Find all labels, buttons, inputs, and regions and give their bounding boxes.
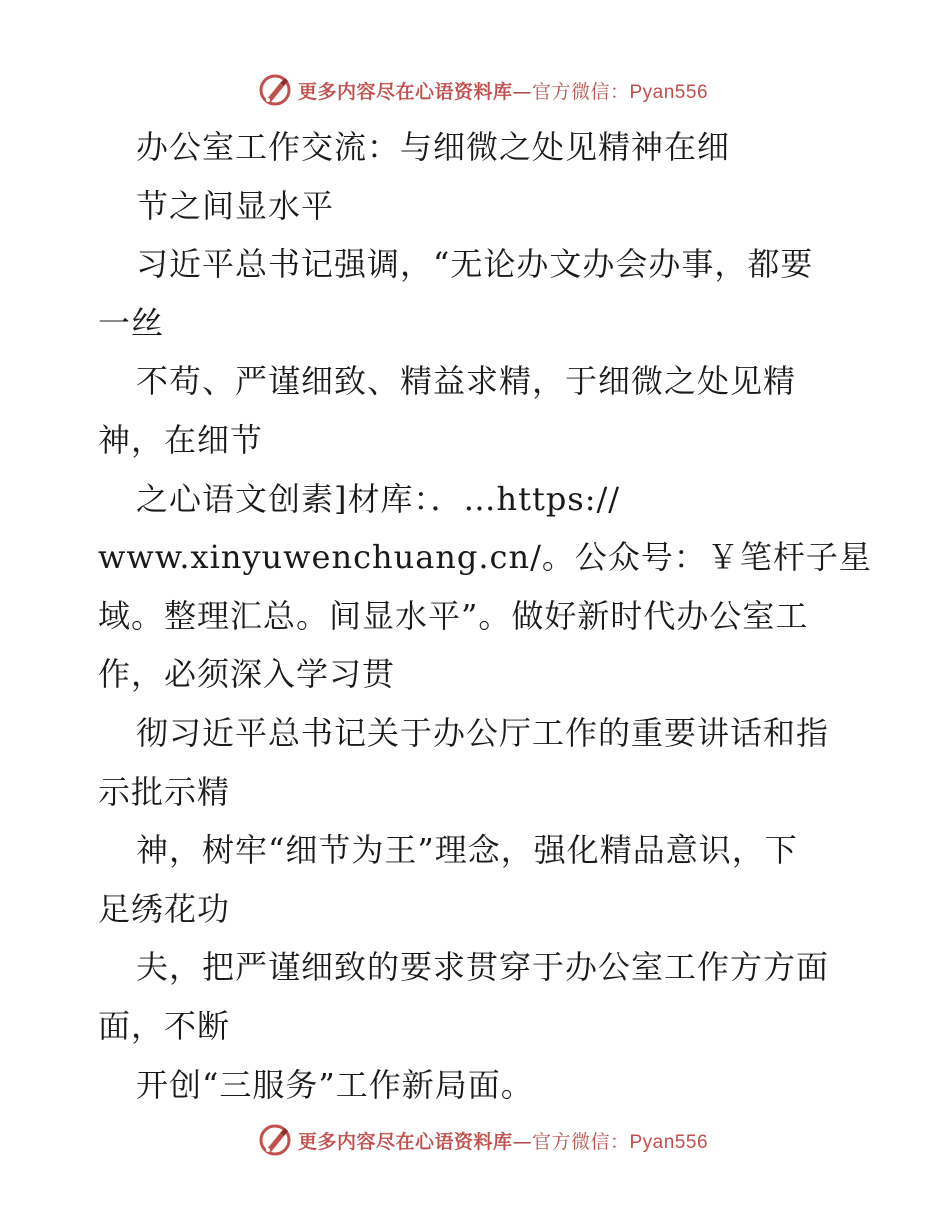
document-line: 神，树牢“细节为王”理念，强化精品意识，下 — [136, 831, 798, 870]
document-line: 夫，把严谨细致的要求贯穿于办公室工作方方面 — [136, 948, 830, 987]
header-banner-inner — [258, 73, 708, 107]
pen-logo-icon — [258, 1123, 292, 1157]
header-brand: 更多内容尽在心语资料库 — [297, 80, 513, 103]
document-line: 开创“三服务”工作新局面。 — [136, 1065, 534, 1104]
document-body — [98, 118, 872, 1114]
footer-banner — [0, 1120, 950, 1160]
footer-banner-text — [298, 1127, 708, 1154]
footer-brand: 更多内容尽在心语资料库 — [297, 1130, 513, 1153]
document-line: www.xinyuwenchuang.cn/。公众号：￥笔杆子星 — [98, 538, 872, 577]
document-line: 彻习近平总书记关于办公厅工作的重要讲话和指 — [136, 713, 830, 752]
header-banner-text — [298, 77, 708, 104]
document-line: 作，必须深入学习贯 — [98, 655, 396, 694]
footer-official-label: 官方微信： — [531, 1130, 630, 1153]
footer-wechat-id: Pyan556 — [629, 1131, 709, 1153]
pen-logo-icon — [258, 73, 292, 107]
document-line: 足绣花功 — [98, 889, 231, 928]
footer-separator: — — [512, 1130, 532, 1153]
header-official-label: 官方微信： — [531, 80, 630, 103]
document-line: 之心语文创素]材库：．…https:// — [136, 479, 621, 518]
header-separator: — — [512, 80, 532, 103]
header-banner — [0, 70, 950, 110]
footer-banner-inner — [258, 1123, 708, 1157]
document-line: 域。整理汇总。间显水平”。做好新时代办公室工 — [98, 596, 809, 635]
document-line: 习近平总书记强调，“无论办文办会办事，都要 — [136, 245, 814, 284]
document-line: 一丝 — [98, 303, 165, 342]
document-line: 办公室工作交流：与细微之处见精神在细 — [136, 128, 731, 166]
document-line: 示批示精 — [98, 772, 231, 811]
document-line: 不苟、严谨细致、精益求精，于细微之处见精 — [136, 362, 797, 401]
document-line: 神，在细节 — [98, 420, 264, 459]
header-wechat-id: Pyan556 — [629, 81, 709, 103]
document-line: 节之间显水平 — [136, 186, 335, 225]
document-line: 面，不断 — [98, 1006, 231, 1045]
